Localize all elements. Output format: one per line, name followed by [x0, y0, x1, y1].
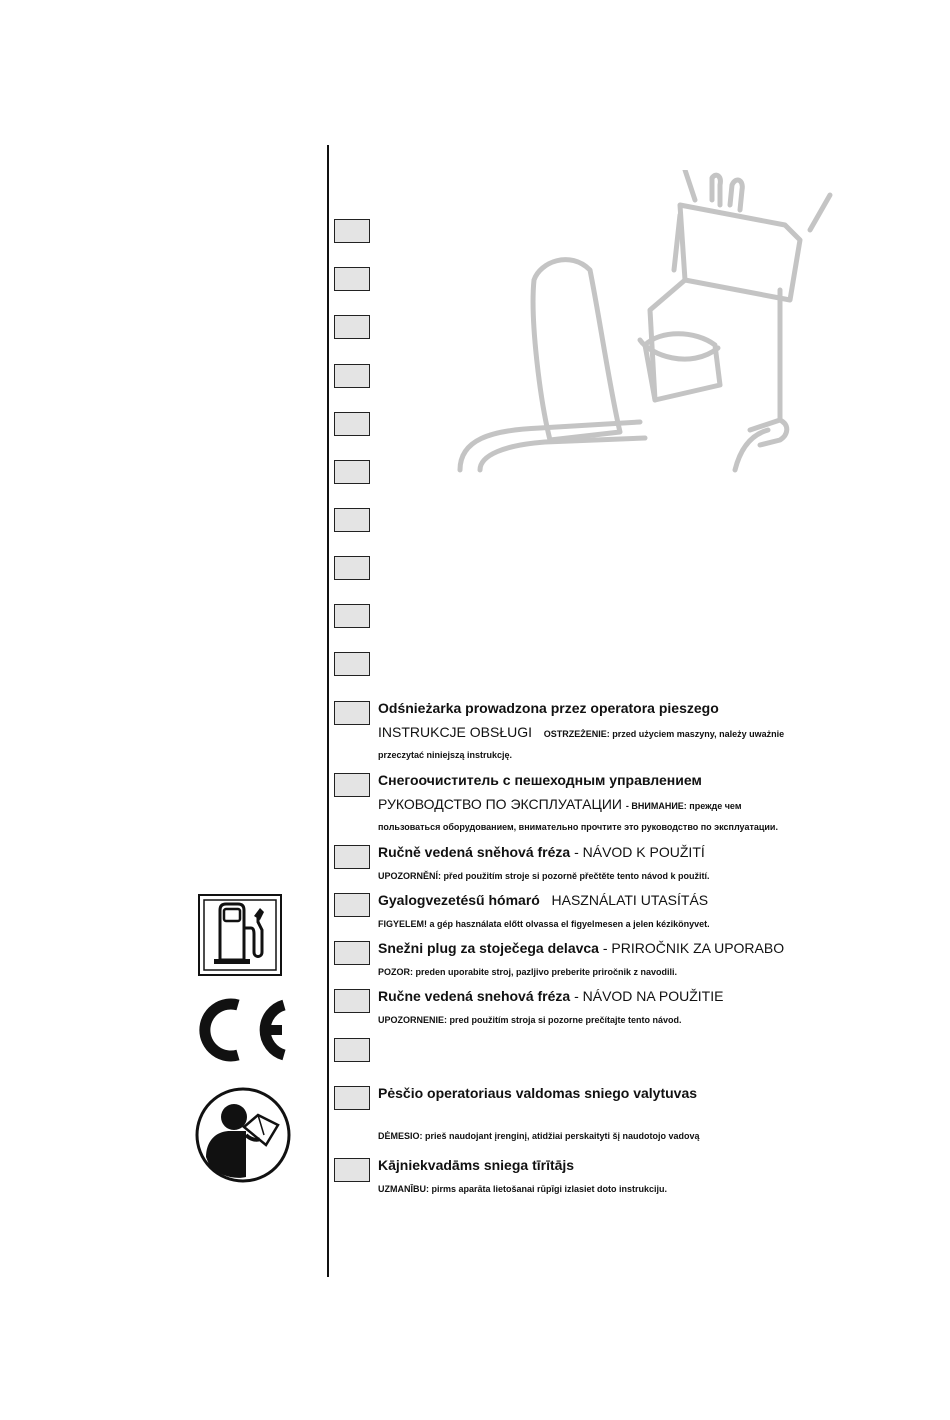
entry-latvian: [378, 1156, 828, 1195]
entry-warning: UZMANĪBU: pirms aparāta lietošanai rūpīgi izlasiet doto instrukciju.: [378, 1184, 668, 1194]
entry-warning: DĖMESIO: prieš naudojant įrenginį, atidžiai perskaityti šį naudotojo vadovą: [378, 1131, 700, 1141]
entry-subtitle: HASZNÁLATI UTASÍTÁS: [551, 892, 709, 908]
fuel-pump-icon: [198, 894, 282, 976]
language-box-lv: [334, 1158, 370, 1182]
margin-rule: [327, 145, 329, 1277]
entry-subtitle: - NÁVOD K POUŽITÍ: [574, 844, 705, 860]
language-box-ru: [334, 773, 370, 797]
snowblower-illustration: [450, 170, 840, 475]
language-box: [334, 412, 370, 436]
language-box: [334, 315, 370, 339]
language-box: [334, 267, 370, 291]
entry-warning: FIGYELEM! a gép használata előtt olvassa el figyelmesen a jelen kézikönyvet.: [378, 919, 710, 929]
entry-warning: - ВНИМАНИЕ: прежде чем: [625, 801, 742, 811]
entry-warning: OSTRZEŻENIE: przed użyciem maszyny, należy uważnie: [543, 729, 785, 739]
entry-subtitle: INSTRUKCJE OBSŁUGI: [378, 724, 533, 740]
language-box: [334, 364, 370, 388]
language-box: [334, 604, 370, 628]
entry-title: Gyalogvezetésű hómaró: [378, 892, 540, 908]
entry-title: Snežni plug za stoječega delavca: [378, 940, 599, 956]
language-box-cs: [334, 845, 370, 869]
language-box: [334, 508, 370, 532]
language-box-pl: [334, 701, 370, 725]
language-box-sk: [334, 989, 370, 1013]
language-box: [334, 556, 370, 580]
entry-subtitle: - PRIROČNIK ZA UPORABO: [602, 940, 785, 956]
entry-warning: POZOR: preden uporabite stroj, pazljivo preberite priročnik z navodili.: [378, 967, 678, 977]
entry-title: Pėsčio operatoriaus valdomas sniego valytuvas: [378, 1085, 698, 1101]
language-box: [334, 652, 370, 676]
entry-warning: UPOZORNENIE: pred použitím stroja si pozorne prečítajte tento návod.: [378, 1015, 682, 1025]
entry-slovak: [378, 987, 828, 1026]
entry-czech: [378, 843, 828, 882]
entry-warning-cont: przeczytać niniejszą instrukcję.: [378, 750, 513, 760]
read-manual-icon: [194, 1087, 292, 1183]
entry-hungarian: [378, 891, 828, 930]
entry-subtitle: - NÁVOD NA POUŽITIE: [574, 988, 724, 1004]
entry-warning-cont: пользоваться оборудованием, внимательно прочтите это руководство по эксплуатации.: [378, 822, 778, 832]
entry-title: Odśnieżarka prowadzona przez operatora pieszego: [378, 700, 719, 716]
entry-slovenian: [378, 939, 828, 978]
language-box-sl: [334, 941, 370, 965]
entry-russian: [378, 771, 828, 833]
ce-mark-icon: [198, 997, 286, 1063]
entry-title: Ručně vedená sněhová fréza: [378, 844, 571, 860]
entry-polish: [378, 699, 828, 761]
entry-lithuanian: [378, 1084, 828, 1142]
language-box: [334, 1038, 370, 1062]
language-box-hu: [334, 893, 370, 917]
language-box: [334, 460, 370, 484]
entry-subtitle: РУКОВОДСТВО ПО ЭКСПЛУАТАЦИИ: [378, 796, 622, 812]
entry-title: Kājniekvadāms sniega tīrītājs: [378, 1157, 575, 1173]
entry-title: Ručne vedená snehová fréza: [378, 988, 571, 1004]
language-box: [334, 219, 370, 243]
entry-title: Снегоочиститель с пешеходным управлением: [378, 772, 702, 788]
language-box-lt: [334, 1086, 370, 1110]
entry-warning: UPOZORNĚNÍ: před použitím stroje si pozorně přečtěte tento návod k použití.: [378, 871, 710, 881]
